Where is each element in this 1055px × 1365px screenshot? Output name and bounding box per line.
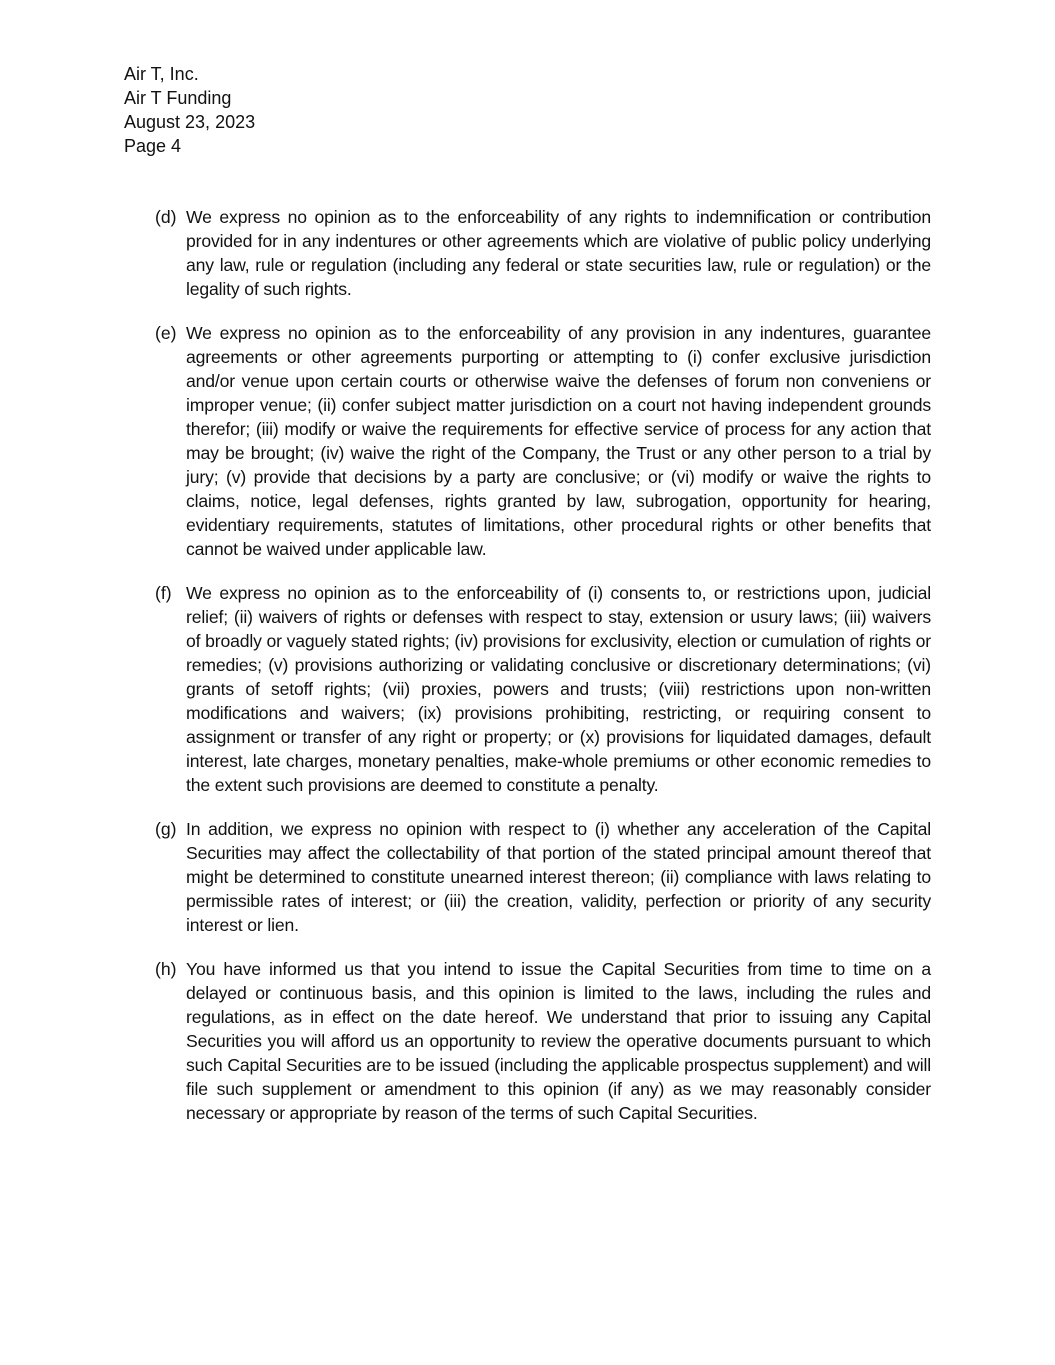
addressee-entity: Air T Funding — [124, 88, 232, 108]
addressee-company: Air T, Inc. — [124, 64, 199, 84]
clause-list — [155, 205, 931, 1145]
page-number: Page 4 — [124, 136, 182, 156]
clause-label: (f) — [155, 583, 172, 603]
clause-text: You have informed us that you intend to issue the Capital Securities from time to time on a delayed or continuous basis, and this opinion is limited to the laws, including the rules and regulations, as in effect on the date hereof. We understand that prior to issuing any Capital Securities you will afford us an opportunity to review the operative documents pursuant to which such Capital Securities are to be issued (including the applicable prospectus supplement) and will file such supplement or amendment to this opinion (if any) as we may reasonably consider necessary or appropriate by reason of the terms of such Capital Securities. — [186, 959, 931, 1123]
clause-g — [155, 817, 931, 937]
clause-f — [155, 581, 931, 797]
letter-date: August 23, 2023 — [124, 112, 256, 132]
clause-text: In addition, we express no opinion with respect to (i) whether any acceleration of the Capital Securities may affect the collectability of that portion of the stated principal amount thereof that might be determined to constitute unearned interest thereon; (ii) compliance with laws relating to permissible rates of interest; or (iii) the creation, validity, perfection or priority of any security interest or lien. — [186, 819, 931, 935]
clause-label: (d) — [155, 207, 177, 227]
clause-text: We express no opinion as to the enforceability of (i) consents to, or restrictions upon, judicial relief; (ii) waivers of rights or defenses with respect to stay, extension or usury laws; (iii) waivers of broadly or vaguely stated rights; (iv) provisions for exclusivity, election or cumulation of rights or remedies; (v) provisions authorizing or validating conclusive or discretionary determinations; (vi) grants of setoff rights; (vii) proxies, powers and trusts; (viii) restrictions upon non-written modifications and waivers; (ix) provisions prohibiting, restricting, or requiring consent to assignment or transfer of any right or property; or (x) provisions for liquidated damages, default interest, late charges, monetary penalties, make-whole premiums or other economic remedies to the extent such provisions are deemed to constitute a penalty. — [186, 583, 931, 795]
clause-text: We express no opinion as to the enforceability of any rights to indemnification or contribution provided for in any indentures or other agreements which are violative of public policy underlying any law, rule or regulation (including any federal or state securities law, rule or regulation) or the legality of such rights. — [186, 207, 931, 299]
clause-label: (e) — [155, 323, 177, 343]
clause-label: (h) — [155, 959, 177, 979]
letter-header — [124, 62, 255, 158]
clause-h — [155, 957, 931, 1125]
clause-label: (g) — [155, 819, 177, 839]
clause-e — [155, 321, 931, 561]
clause-text: We express no opinion as to the enforceability of any provision in any indentures, guarantee agreements or other agreements purporting or attempting to (i) confer exclusive jurisdiction and/or venue upon certain courts or otherwise waive the defenses of forum non conveniens or improper venue; (ii) confer subject matter jurisdiction on a court not having independent grounds therefor; (iii) modify or waive the requirements for effective service of process for any action that may be brought; (iv) waive the right of the Company, the Trust or any other person to a trial by jury; (v) provide that decisions by a party are conclusive; or (vi) modify or waive the rights to claims, notice, legal defenses, rights granted by law, subrogation, opportunity for hearing, evidentiary requirements, statutes of limitations, other procedural rights or other benefits that cannot be waived under applicable law. — [186, 323, 931, 559]
clause-d — [155, 205, 931, 301]
